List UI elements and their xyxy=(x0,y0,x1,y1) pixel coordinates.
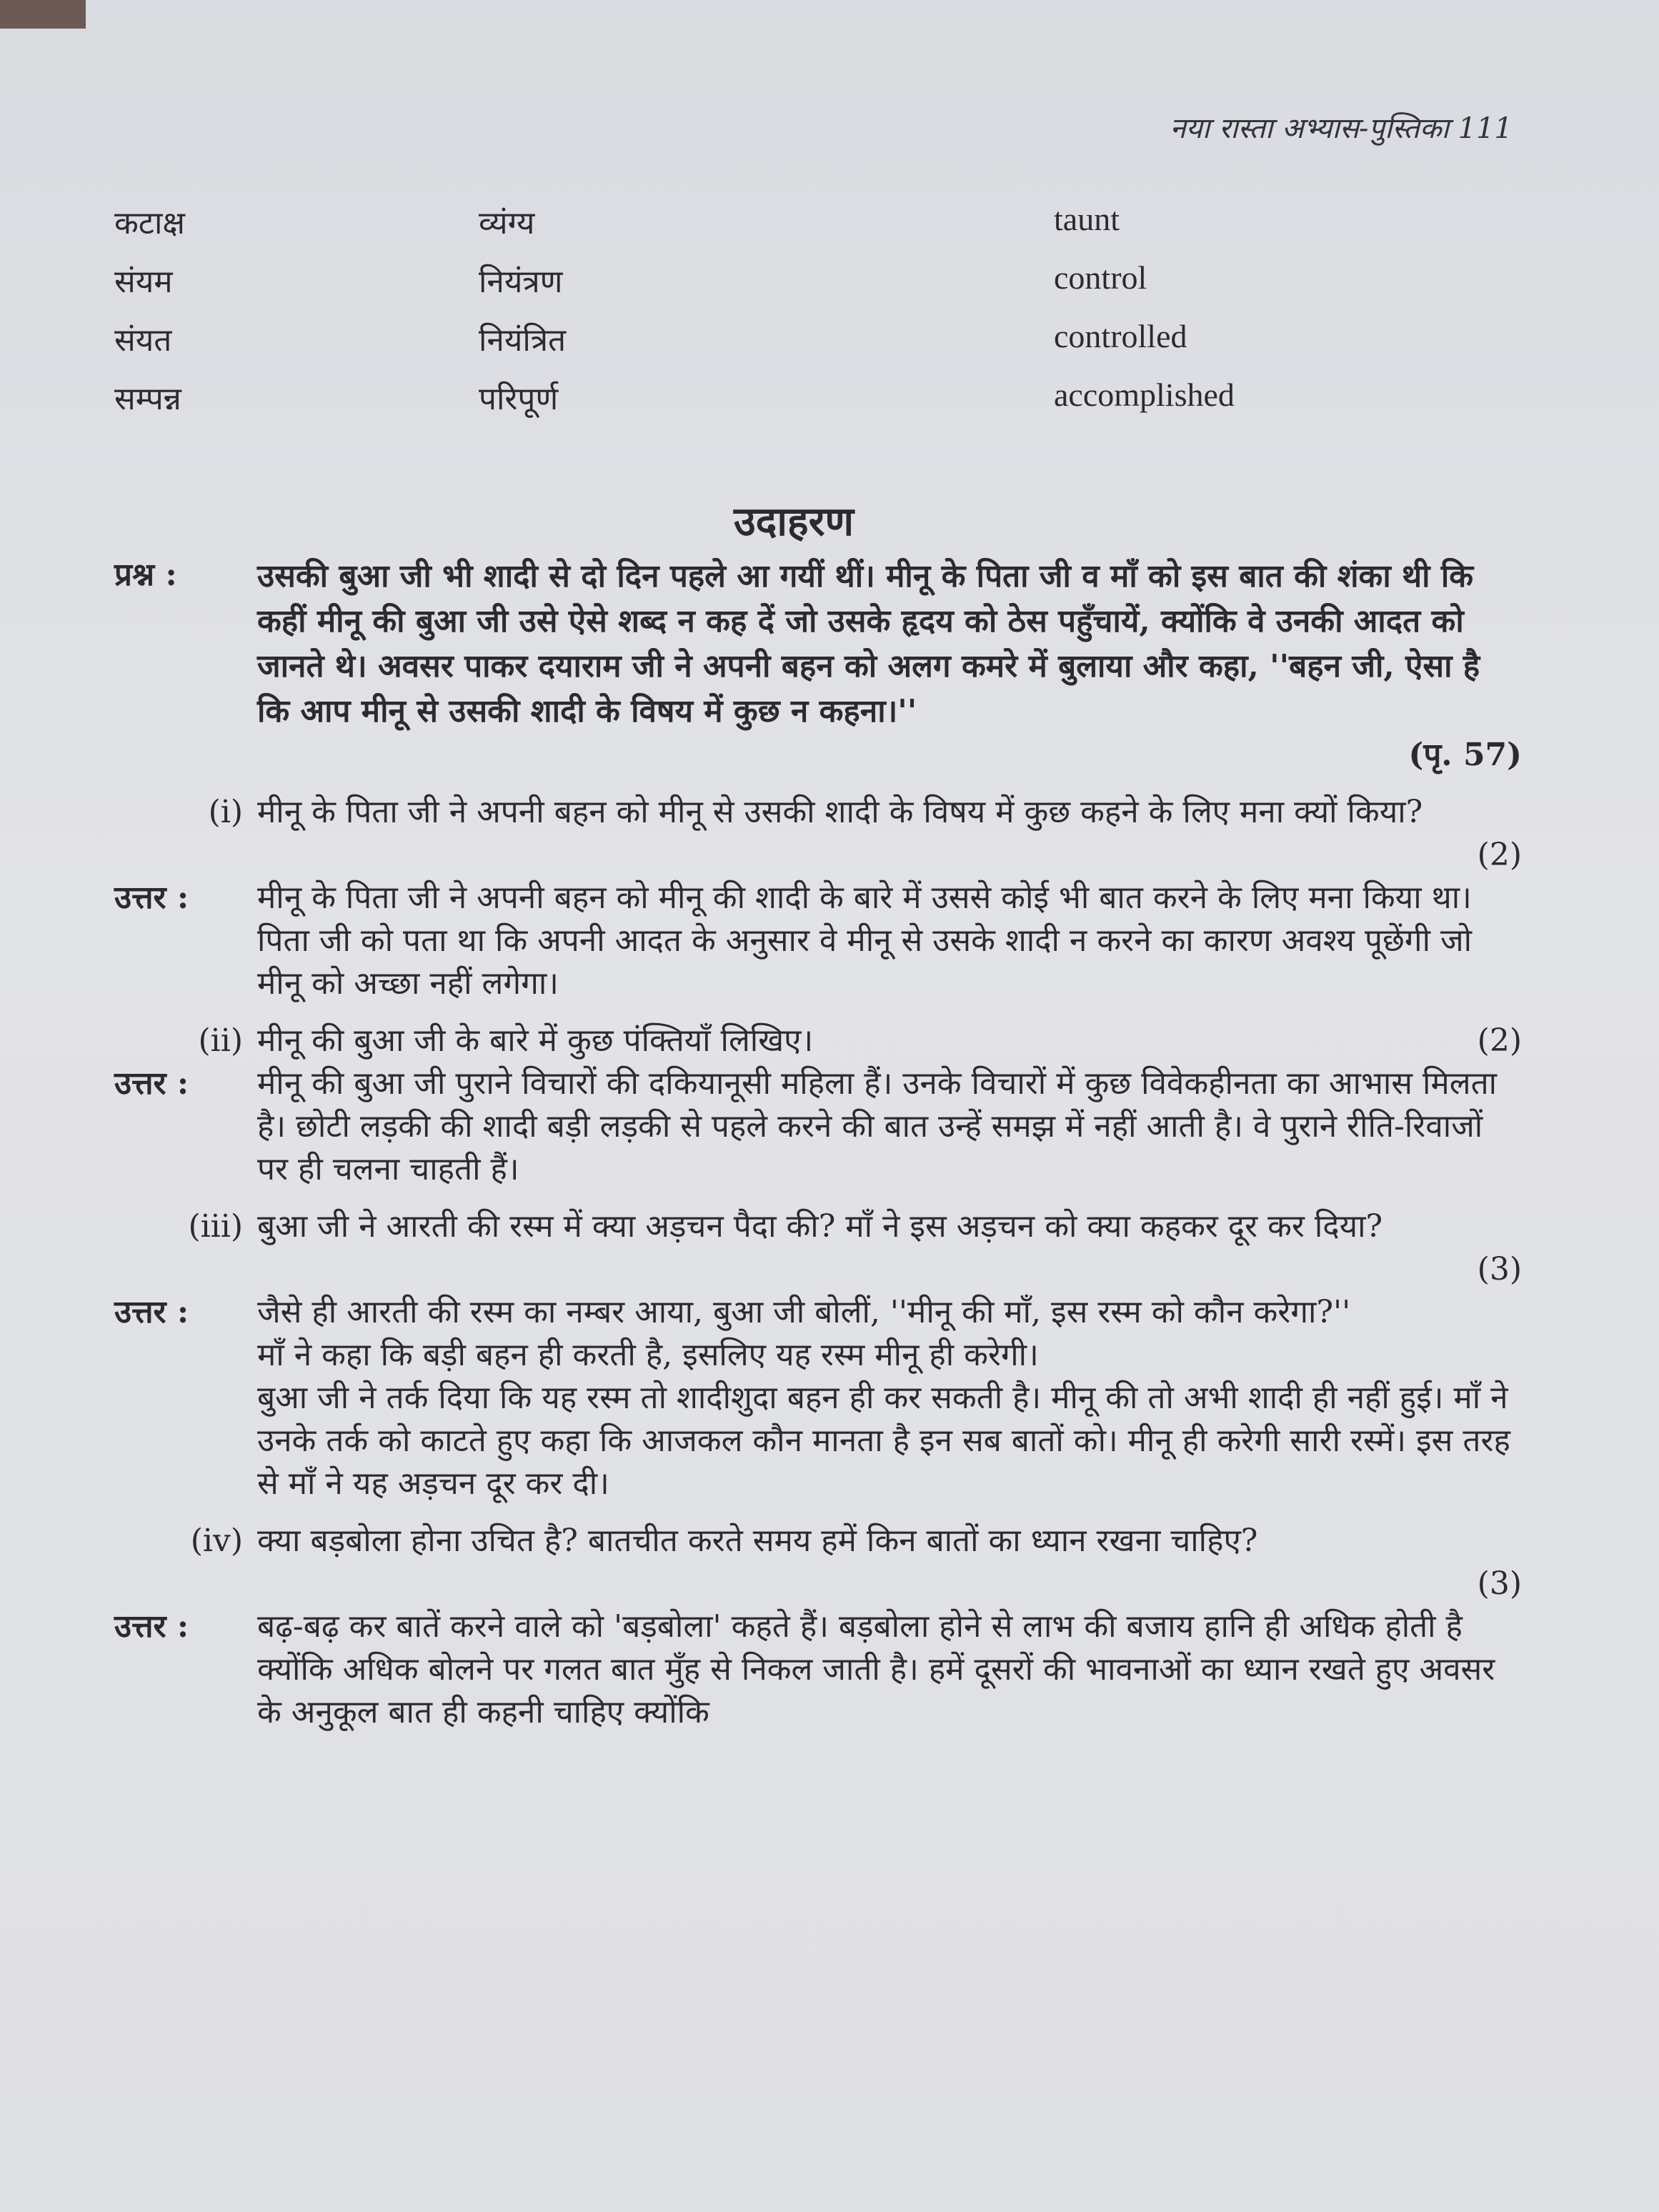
vocab-hindi-meaning: नियंत्रित xyxy=(479,322,567,359)
vocab-english-meaning: controlled xyxy=(1054,318,1187,354)
question-block xyxy=(114,554,1522,734)
answer-text: जैसे ही आरती की रस्म का नम्बर आया, बुआ जी बोलीं, ''मीनू की माँ, इस रस्म को कौन करेगा?'' xyxy=(257,1294,1351,1330)
answer-text: बढ़-बढ़ कर बातें करने वाले को 'बड़बोला' कहते हैं। बड़बोला होने से लाभ की बजाय हानि ही अधिक होती है क्योंकि अधिक बोलने पर गलत बात मुँह से निकल जाती है। हमें दूसरों की भावनाओं का ध्यान रखते हुए अवसर के अनुकूल बात ही कहनी चाहिए क्योंकि xyxy=(257,1608,1495,1730)
vocab-row xyxy=(114,200,1329,259)
sub-question xyxy=(114,791,1522,834)
question-label: प्रश्न : xyxy=(114,557,177,593)
sub-question-text: क्या बड़बोला होना उचित है? बातचीत करते समय हमें किन बातों का ध्यान रखना चाहिए? xyxy=(257,1523,1258,1559)
answer-block xyxy=(114,1605,1522,1734)
answer-block xyxy=(114,1291,1522,1334)
answer-text: मीनू के पिता जी ने अपनी बहन को मीनू की शादी के बारे में उससे कोई भी बात करने के लिए मना किया था। पिता जी को पता था कि अपनी आदत के अनुसार वे मीनू से उसके शादी न करने का कारण अवश्य पूछेंगी जो मीनू को अच्छा नहीं लगेगा। xyxy=(257,880,1472,1002)
marks: (3) xyxy=(1477,1565,1522,1602)
vocab-row xyxy=(114,259,1329,317)
vocab-hindi-meaning: परिपूर्ण xyxy=(479,381,559,417)
marks: (2) xyxy=(1477,1022,1522,1059)
section-title: उदाहरण xyxy=(733,498,855,545)
vocab-hindi-meaning: व्यंग्य xyxy=(479,205,535,241)
answer-label: उत्तर : xyxy=(114,1608,189,1645)
page-reference: (पृ. 57) xyxy=(1408,737,1522,773)
vocab-hindi-meaning: नियंत्रण xyxy=(479,264,563,300)
vocab-row xyxy=(114,317,1329,376)
sub-question-number: (ii) xyxy=(198,1022,243,1059)
vocab-english-meaning: accomplished xyxy=(1054,377,1235,413)
answer-block xyxy=(114,1062,1522,1191)
question-passage: उसकी बुआ जी भी शादी से दो दिन पहले आ गयीं थीं। मीनू के पिता जी व माँ को इस बात की शंका थी कि कहीं मीनू की बुआ जी उसे ऐसे शब्द न कह दें जो उसके हृदय को ठेस पहुँचायें, क्योंकि वे उनकी आदत को जानते थे। अवसर पाकर दयाराम जी ने अपनी बहन को अलग कमरे में बुलाया और कहा, ''बहन जी, ऐसा है कि आप मीनू से उसकी शादी के विषय में कुछ न कहना।'' xyxy=(257,558,1480,729)
vocab-word: कटाक्ष xyxy=(114,205,185,241)
answer-label: उत्तर : xyxy=(114,1065,189,1102)
answer-label: उत्तर : xyxy=(114,880,189,916)
sub-question xyxy=(114,1520,1522,1563)
vocab-row xyxy=(114,376,1329,434)
background-corner xyxy=(0,0,86,29)
answer-paragraph: बुआ जी ने तर्क दिया कि यह रस्म तो शादीशुदा बहन ही कर सकती है। मीनू की तो अभी शादी ही नहीं हुई। माँ ने उनके तर्क को काटते हुए कहा कि आजकल कौन मानता है इन सब बातों को। मीनू ही करेगी सारी रस्में। इस तरह से माँ ने यह अड़चन दूर कर दी। xyxy=(257,1380,1510,1502)
answer-block xyxy=(114,877,1522,1005)
sub-question-line xyxy=(257,1020,1522,1062)
vocab-word: संयम xyxy=(114,264,173,300)
vocabulary-table xyxy=(114,200,1329,434)
sub-question-number: (i) xyxy=(208,794,243,830)
running-header: नया रास्ता अभ्यास-पुस्तिका 111 xyxy=(1170,112,1513,145)
sub-question-text: मीनू के पिता जी ने अपनी बहन को मीनू से उसकी शादी के विषय में कुछ कहने के लिए मना क्यों किया? xyxy=(257,794,1423,830)
sub-question xyxy=(114,1205,1522,1248)
answer-label: उत्तर : xyxy=(114,1294,189,1330)
answer-paragraph: माँ ने कहा कि बड़ी बहन ही करती है, इसलिए यह रस्म मीनू ही करेगी। xyxy=(257,1337,1039,1373)
sub-question xyxy=(114,1020,1522,1062)
answer-text: मीनू की बुआ जी पुराने विचारों की दकियानूसी महिला हैं। उनके विचारों में कुछ विवेकहीनता का आभास मिलता है। छोटी लड़की की शादी बड़ी लड़की से पहले करने की बात उन्हें समझ में नहीं आती है। वे पुराने रीति-रिवाजों पर ही चलना चाहती हैं। xyxy=(257,1065,1498,1187)
vocab-word: संयत xyxy=(114,322,172,359)
exercise-content xyxy=(114,554,1522,1734)
vocab-word: सम्पन्न xyxy=(114,381,181,417)
vocab-english-meaning: control xyxy=(1054,259,1147,296)
sub-question-number: (iv) xyxy=(190,1523,243,1559)
sub-question-text: बुआ जी ने आरती की रस्म में क्या अड़चन पैदा की? माँ ने इस अड़चन को क्या कहकर दूर कर दिया? xyxy=(257,1208,1383,1245)
marks: (2) xyxy=(1477,837,1522,873)
sub-question-number: (iii) xyxy=(188,1208,243,1245)
sub-question-text: मीनू की बुआ जी के बारे में कुछ पंक्तियाँ लिखिए। xyxy=(257,1022,814,1059)
marks: (3) xyxy=(1477,1251,1522,1287)
vocab-english-meaning: taunt xyxy=(1054,201,1120,237)
